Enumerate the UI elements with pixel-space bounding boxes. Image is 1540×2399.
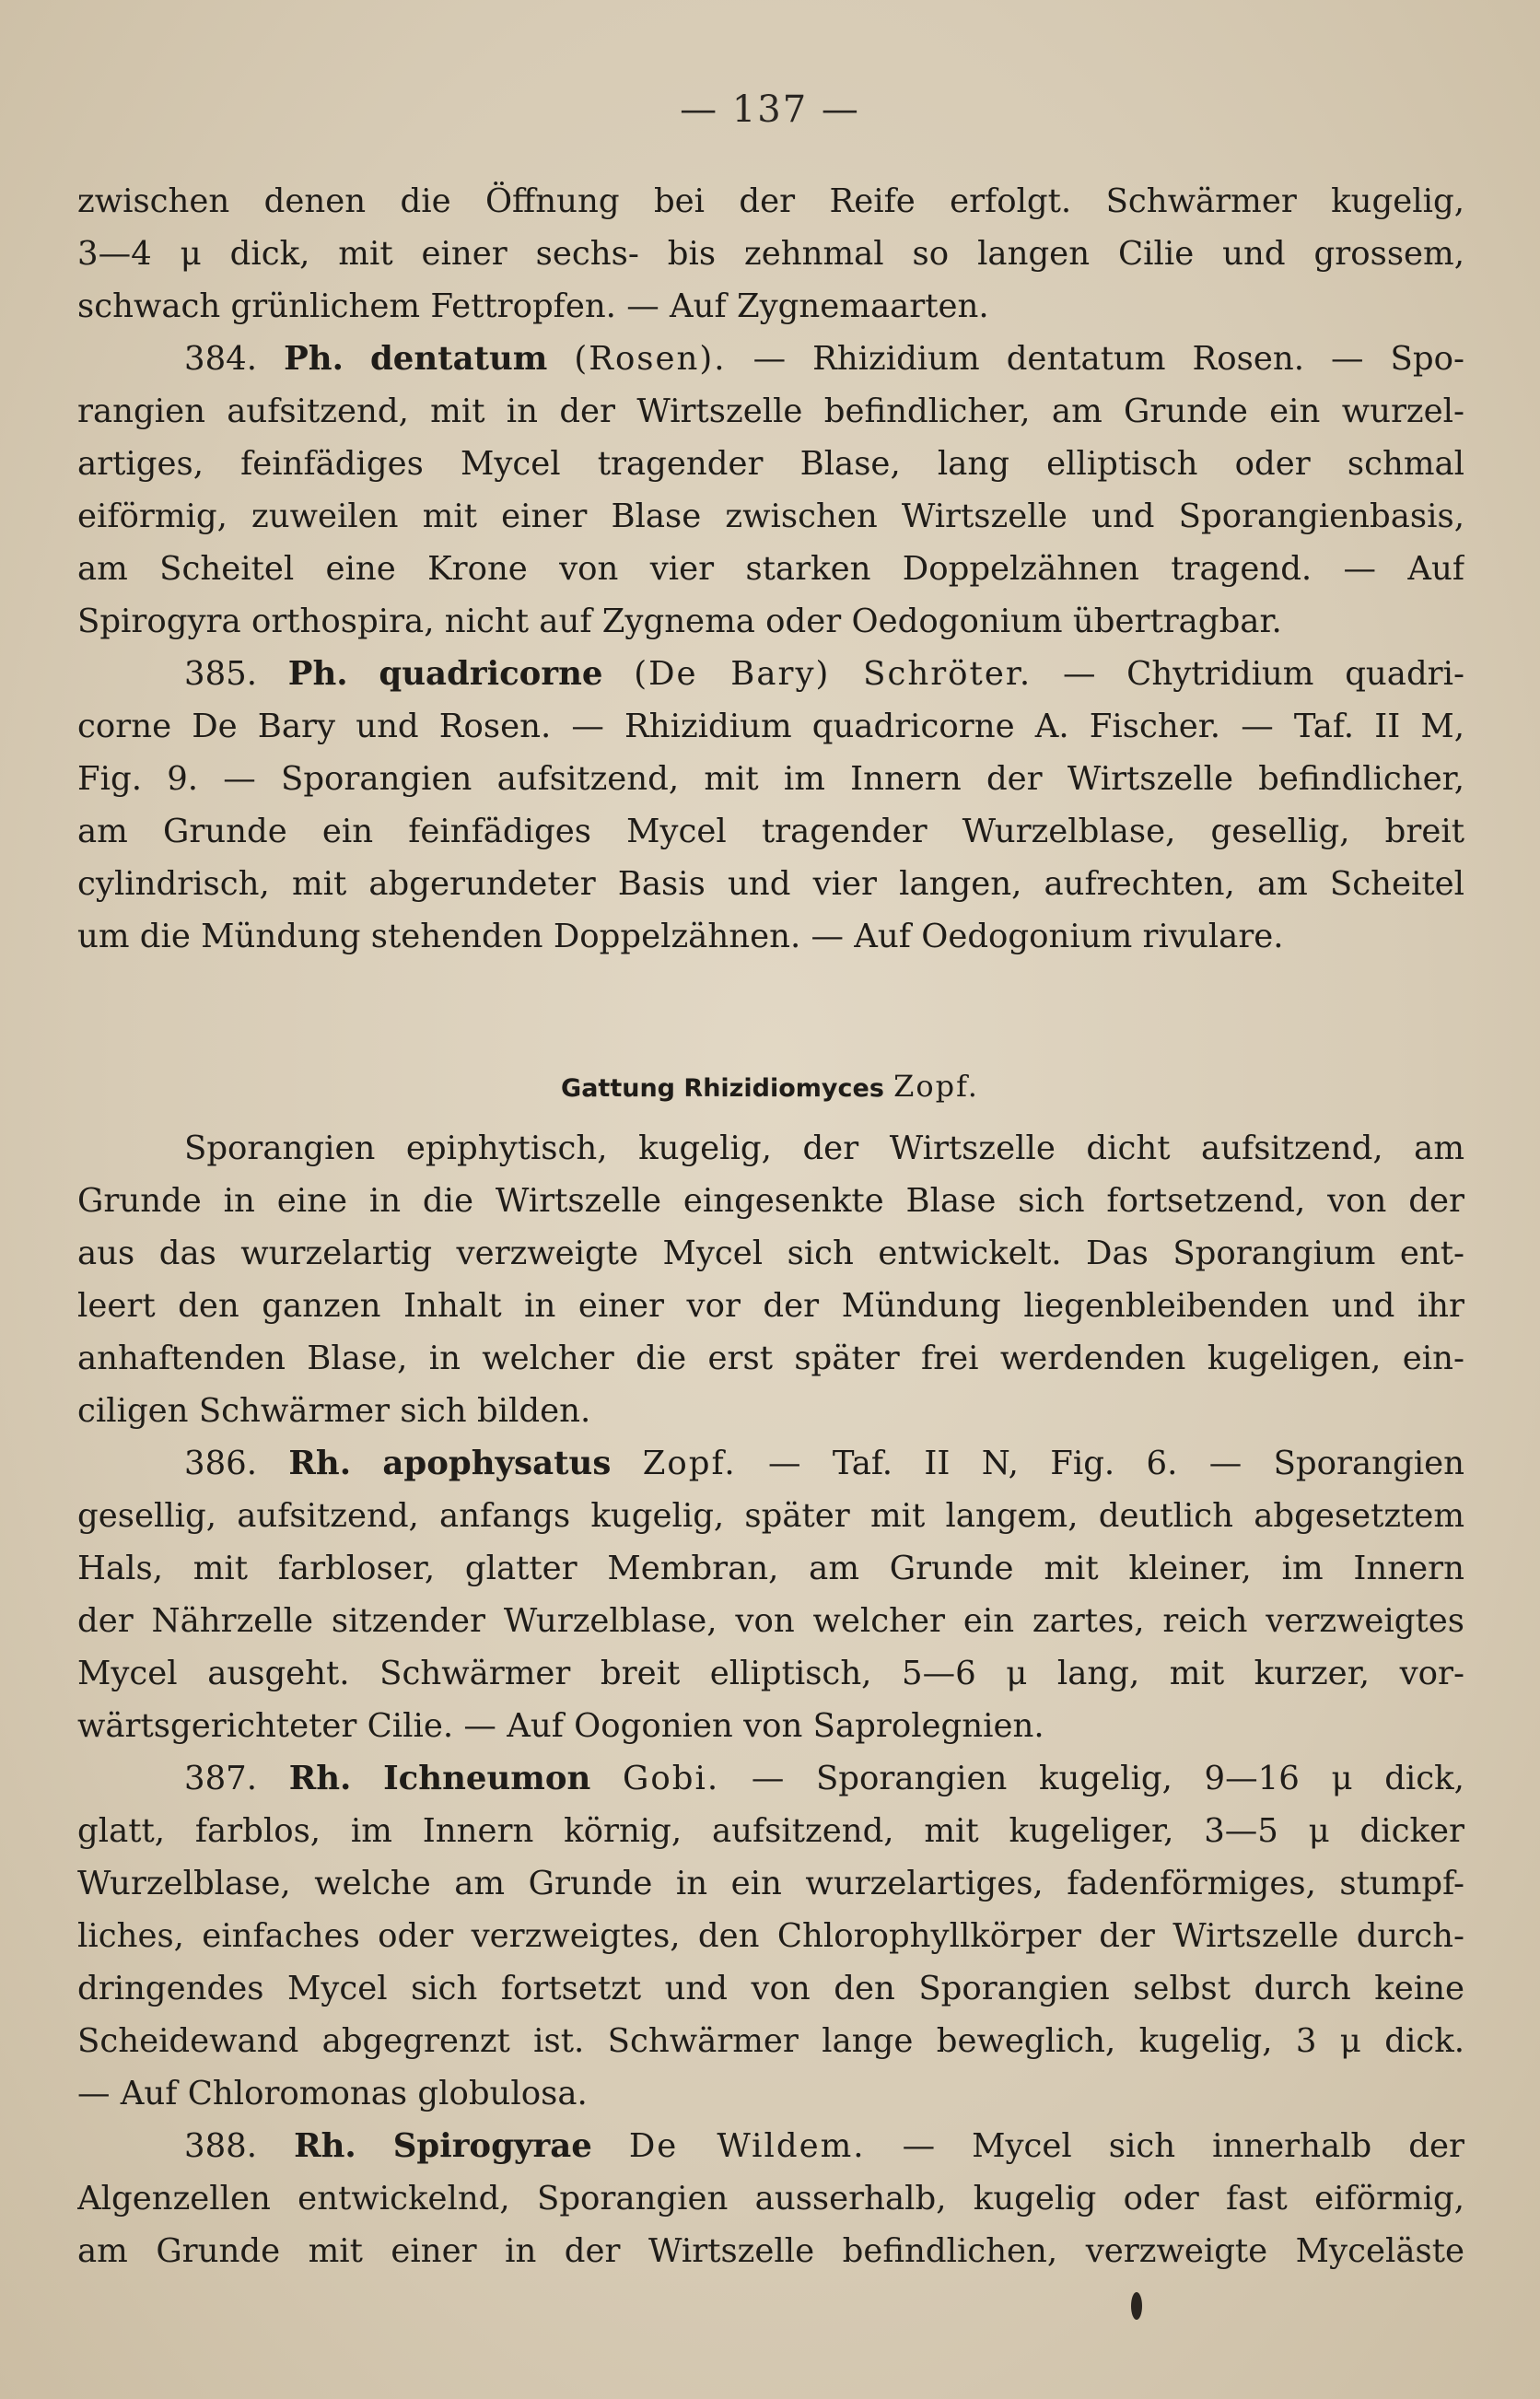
text-line: Grunde in eine in die Wirtszelle eingesenkte Blase sich fortsetzend, von der: [77, 1182, 1464, 1220]
text-line: Scheidewand abgegrenzt ist. Schwärmer lange beweglich, kugelig, 3 μ dick.: [77, 2022, 1464, 2060]
text-line: glatt, farblos, im Innern körnig, aufsitzend, mit kugeliger, 3—5 μ dicker: [77, 1812, 1464, 1850]
text-line: der Nährzelle sitzender Wurzelblase, von welcher ein zartes, reich verzweigtes: [77, 1602, 1464, 1640]
entry-text: — Taf. II N, Fig. 6. — Sporangien: [767, 1445, 1464, 1482]
entry-385: [77, 648, 1464, 963]
text-line: am Scheitel eine Krone von vier starken Doppelzähnen tragend. — Auf: [77, 550, 1464, 588]
continuation-paragraph: [77, 175, 1464, 333]
entry-first-line: [77, 2120, 1464, 2172]
author-name: Gobi.: [623, 1760, 720, 1797]
text-line: artiges, feinfädiges Mycel tragender Blase, lang elliptisch oder schmal: [77, 445, 1464, 483]
text-line: ciligen Schwärmer sich bilden.: [77, 1392, 591, 1430]
entry-386: [77, 1437, 1464, 1752]
text-line: Hals, mit farbloser, glatter Membran, am Grunde mit kleiner, im Innern: [77, 1550, 1464, 1587]
text-line: dringendes Mycel sich fortsetzt und von den Sporangien selbst durch keine: [77, 1970, 1464, 2007]
genus-heading: [0, 1063, 1540, 1112]
text-line: eiförmig, zuweilen mit einer Blase zwischen Wirtszelle und Sporangienbasis,: [77, 497, 1464, 535]
genus-abbrev: Rh.: [288, 1445, 352, 1482]
text-line: — Auf Chloromonas globulosa.: [77, 2075, 588, 2112]
entry-first-line: [77, 648, 1464, 700]
genus-heading-author: Zopf.: [893, 1069, 979, 1104]
text-line: Wurzelblase, welche am Grunde in ein wurzelartiges, fadenförmiges, stumpf-: [77, 1865, 1464, 1902]
text-line: Sporangien epiphytisch, kugelig, der Wirtszelle dicht aufsitzend, am: [184, 1129, 1464, 1167]
page-number: — 137 —: [680, 88, 860, 131]
entry-text: — Rhizidium dentatum Rosen. — Spo-: [752, 340, 1464, 378]
genus-abbrev: Rh.: [288, 1760, 352, 1797]
text-line: liches, einfaches oder verzweigtes, den Chlorophyllkörper der Wirtszelle durch-: [77, 1917, 1464, 1955]
genus-abbrev: Ph.: [287, 655, 348, 693]
text-line: wärtsgerichteter Cilie. — Auf Oogonien von Saprolegnien.: [77, 1707, 1044, 1745]
entry-first-line: [77, 1752, 1464, 1805]
author-name: (Rosen).: [574, 340, 727, 378]
species-name: quadricorne: [379, 655, 603, 693]
genus-heading-label: Gattung Rhizidiomyces: [561, 1074, 884, 1103]
genus-abbrev: Rh.: [294, 2127, 356, 2165]
entry-number: 384.: [184, 340, 258, 378]
text-line: schwach grünlichem Fettropfen. — Auf Zygnemaarten.: [77, 287, 989, 325]
entry-text: — Mycel sich innerhalb der: [902, 2127, 1464, 2165]
entry-387: [77, 1752, 1464, 2120]
species-name: apophysatus: [382, 1445, 612, 1482]
text-line: corne De Bary und Rosen. — Rhizidium quadricorne A. Fischer. — Taf. II M,: [77, 708, 1464, 745]
species-name: Spirogyrae: [392, 2127, 592, 2165]
text-line: Spirogyra orthospira, nicht auf Zygnema oder Oedogonium übertragbar.: [77, 603, 1282, 640]
entry-text: — Sporangien kugelig, 9—16 μ dick,: [751, 1760, 1464, 1797]
text-line: cylindrisch, mit abgerundeter Basis und vier langen, aufrechten, am Scheitel: [77, 865, 1464, 903]
text-line: um die Mündung stehenden Doppelzähnen. — Auf Oedogonium rivulare.: [77, 918, 1284, 955]
species-name: dentatum: [369, 340, 548, 378]
entry-number: 386.: [184, 1445, 258, 1482]
text-line: Mycel ausgeht. Schwärmer breit elliptisch, 5—6 μ lang, mit kurzer, vor-: [77, 1655, 1464, 1692]
ink-speck: [1131, 2292, 1142, 2320]
author-name: De Wildem.: [628, 2127, 866, 2165]
genus-abbrev: Ph.: [284, 340, 344, 378]
text-line: 3—4 μ dick, mit einer sechs- bis zehnmal so langen Cilie und grossem,: [77, 235, 1464, 273]
text-line: aus das wurzelartig verzweigte Mycel sich entwickelt. Das Sporangium ent-: [77, 1235, 1464, 1272]
text-line: rangien aufsitzend, mit in der Wirtszelle befindlicher, am Grunde ein wurzel-: [77, 392, 1464, 430]
author-name: Zopf.: [642, 1445, 737, 1482]
genus-description: [77, 1122, 1464, 1437]
entry-number: 388.: [184, 2127, 258, 2165]
entry-first-line: [77, 333, 1464, 385]
entry-388: [77, 2120, 1464, 2277]
text-line: Fig. 9. — Sporangien aufsitzend, mit im Innern der Wirtszelle befindlicher,: [77, 760, 1464, 798]
entry-text: — Chytridium quadri-: [1062, 655, 1464, 693]
entry-384: [77, 333, 1464, 648]
entry-first-line: [77, 1437, 1464, 1490]
text-line: anhaftenden Blase, in welcher die erst später frei werdenden kugeligen, ein-: [77, 1340, 1464, 1377]
species-name: Ichneumon: [383, 1760, 591, 1797]
author-name: (De Bary) Schröter.: [634, 655, 1032, 693]
text-line: zwischen denen die Öffnung bei der Reife erfolgt. Schwärmer kugelig,: [77, 182, 1464, 220]
entry-number: 385.: [184, 655, 258, 693]
entry-number: 387.: [184, 1760, 258, 1797]
text-line: gesellig, aufsitzend, anfangs kugelig, später mit langem, deutlich abgesetztem: [77, 1497, 1464, 1535]
text-line: am Grunde ein feinfädiges Mycel tragender Wurzelblase, gesellig, breit: [77, 813, 1464, 850]
text-line: leert den ganzen Inhalt in einer vor der Mündung liegenbleibenden und ihr: [77, 1287, 1464, 1325]
text-line: Algenzellen entwickelnd, Sporangien ausserhalb, kugelig oder fast eiförmig,: [77, 2180, 1464, 2218]
text-line: am Grunde mit einer in der Wirtszelle befindlichen, verzweigte Myceläste: [77, 2232, 1464, 2270]
